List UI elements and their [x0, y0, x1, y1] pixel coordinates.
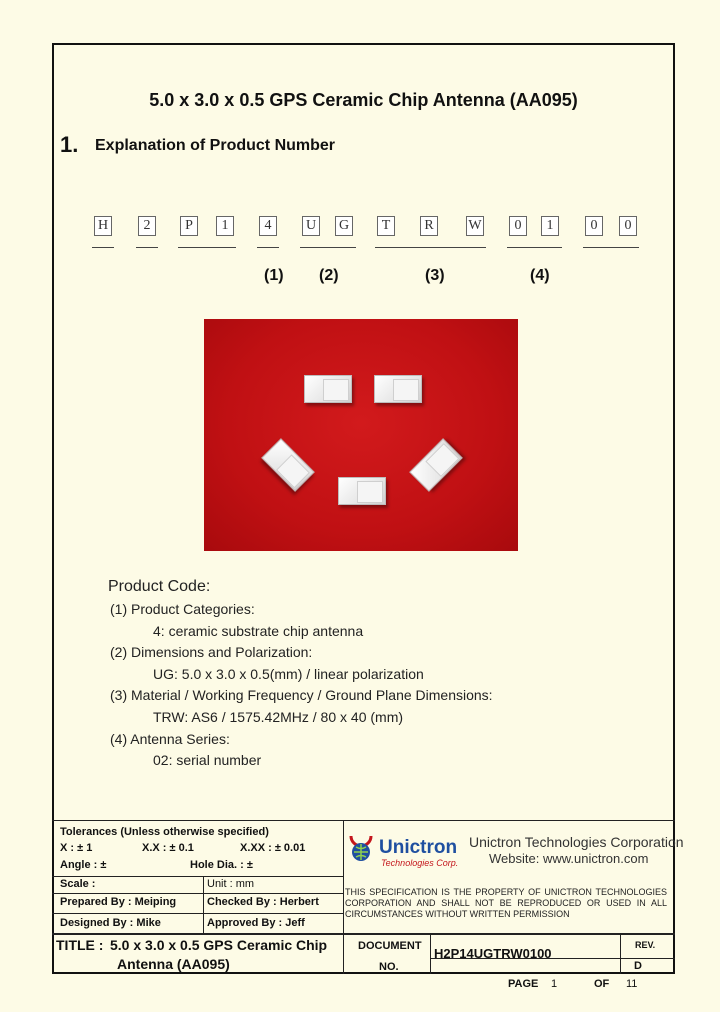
pn-underline	[178, 247, 236, 248]
pn-char: P	[180, 216, 198, 236]
product-code-line: (3) Material / Working Frequency / Ground Plane Dimensions:	[110, 687, 493, 703]
tolerance-xx: X.X : ± 0.1	[142, 842, 194, 854]
pn-group-label: (1)	[264, 267, 284, 284]
pn-underline	[92, 247, 114, 248]
pn-char: 1	[216, 216, 234, 236]
product-code-line: (4) Antenna Series:	[110, 731, 230, 747]
unictron-logo-icon	[346, 830, 376, 866]
pn-underline	[300, 247, 356, 248]
product-code-line: TRW: AS6 / 1575.42MHz / 80 x 40 (mm)	[153, 709, 404, 725]
pn-underline	[507, 247, 562, 248]
pn-char: 2	[138, 216, 156, 236]
prepared-by: Prepared By : Meiping	[60, 896, 177, 908]
pn-char: W	[466, 216, 484, 236]
of-label: OF	[594, 978, 610, 990]
scale-label: Scale :	[60, 878, 96, 890]
pn-char: 0	[619, 216, 637, 236]
product-code-line: (2) Dimensions and Polarization:	[110, 644, 313, 660]
pn-group-label: (3)	[425, 267, 445, 284]
table-rule	[52, 913, 343, 914]
chip-antenna-image	[409, 438, 463, 492]
pn-underline	[375, 247, 486, 248]
product-code-line: UG: 5.0 x 3.0 x 0.5(mm) / linear polarization	[153, 666, 424, 682]
approved-by: Approved By : Jeff	[207, 917, 305, 929]
pn-char: H	[94, 216, 112, 236]
table-rule	[620, 933, 621, 974]
pn-underline	[257, 247, 279, 248]
revision-label: REV.	[635, 940, 656, 950]
company-website: Website: www.unictron.com	[489, 851, 649, 866]
table-rule	[52, 893, 343, 894]
page-label: PAGE	[508, 978, 539, 990]
title-label: TITLE :	[56, 937, 104, 953]
chip-antenna-image	[304, 375, 352, 403]
pn-char: T	[377, 216, 395, 236]
table-rule	[430, 933, 431, 974]
document-number: H2P14UGTRW0100	[434, 946, 552, 961]
chip-antenna-image	[374, 375, 422, 403]
angle-tolerance: Angle : ±	[60, 859, 107, 871]
checked-by: Checked By : Herbert	[207, 896, 319, 908]
product-code-line: 4: ceramic substrate chip antenna	[153, 623, 364, 639]
document-label: DOCUMENT	[358, 940, 422, 952]
table-rule	[203, 876, 204, 933]
pn-char: U	[302, 216, 320, 236]
page-number: 1	[551, 978, 558, 990]
logo-subtitle: Technologies Corp.	[381, 858, 459, 868]
document-title: 5.0 x 3.0 x 0.5 GPS Ceramic Chip Antenna (AA095)	[149, 90, 578, 110]
logo-name: Unictron	[379, 837, 458, 858]
product-code-line: 02: serial number	[153, 752, 262, 768]
table-rule	[52, 933, 675, 935]
number-label: NO.	[379, 961, 399, 973]
product-code-line: (1) Product Categories:	[110, 601, 255, 617]
pn-char: 0	[509, 216, 527, 236]
pn-group-label: (4)	[530, 267, 550, 284]
chip-antenna-image	[338, 477, 386, 505]
product-code-heading: Product Code:	[108, 578, 211, 595]
section-title: Explanation of Product Number	[95, 137, 336, 154]
unit-label: Unit : mm	[207, 878, 255, 890]
property-notice: THIS SPECIFICATION IS THE PROPERTY OF UNICTRON TECHNOLOGIES CORPORATION AND SHALL NOT BE REPRODUCED OR USED IN ALL CIRCUMSTANCES WITHOUT WRITTEN PERMISSION	[345, 887, 667, 919]
tolerance-x: X : ± 1	[60, 842, 93, 854]
tolerance-xxx: X.XX : ± 0.01	[240, 842, 306, 854]
title-line-1: 5.0 x 3.0 x 0.5 GPS Ceramic Chip	[110, 937, 328, 953]
designed-by: Designed By : Mike	[60, 917, 161, 929]
pn-char: 0	[585, 216, 603, 236]
total-pages: 11	[626, 978, 638, 990]
pn-char: 1	[541, 216, 559, 236]
pn-char: G	[335, 216, 353, 236]
hole-tolerance: Hole Dia. : ±	[190, 859, 253, 871]
chip-antenna-image	[261, 438, 315, 492]
product-photo	[204, 319, 518, 551]
tolerances-title: Tolerances (Unless otherwise specified)	[60, 826, 269, 838]
revision-value: D	[634, 960, 642, 972]
pn-group-label: (2)	[319, 267, 339, 284]
table-rule	[52, 876, 343, 877]
pn-char: R	[420, 216, 438, 236]
title-line-2: Antenna (AA095)	[117, 956, 230, 972]
table-rule	[52, 820, 675, 821]
pn-char: 4	[259, 216, 277, 236]
table-rule	[343, 820, 344, 974]
company-name: Unictron Technologies Corporation	[469, 834, 684, 850]
pn-underline	[136, 247, 158, 248]
section-number: 1.	[60, 132, 79, 157]
pn-underline	[583, 247, 639, 248]
